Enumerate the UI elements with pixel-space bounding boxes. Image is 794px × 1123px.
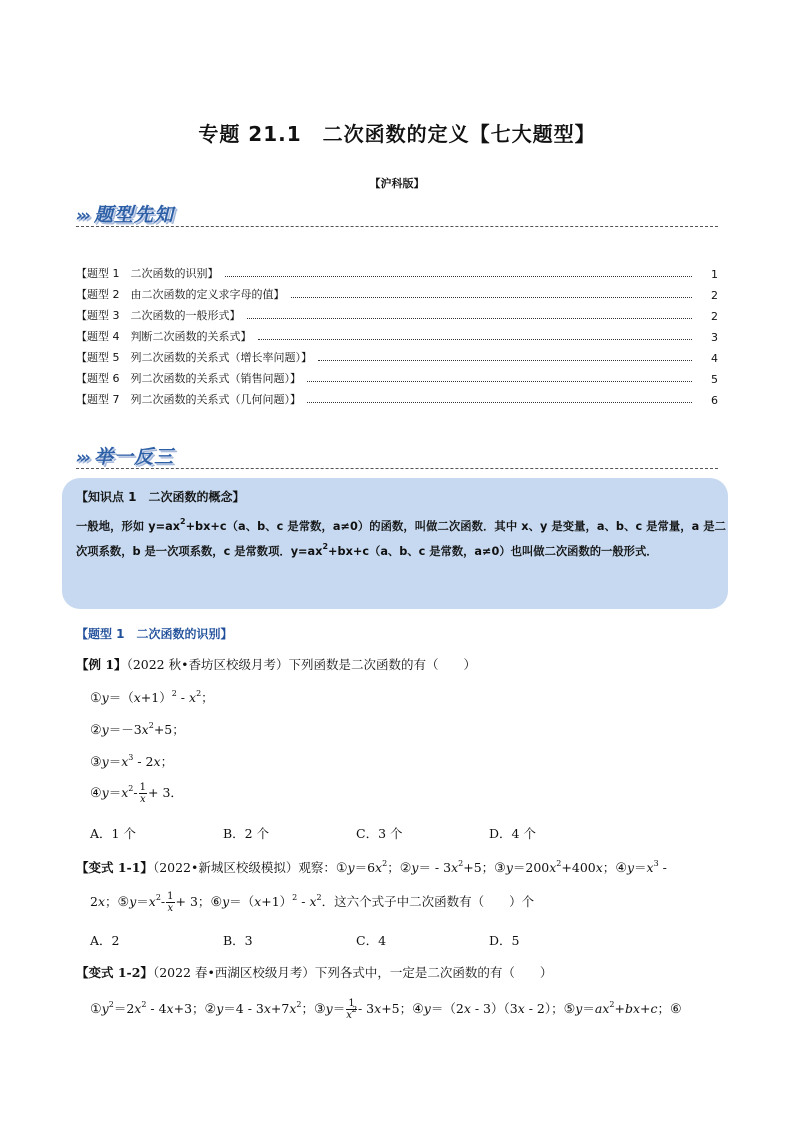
example-1-stem: 【例 1】（2022 秋•香坊区校级月考）下列函数是二次函数的有（ ） <box>76 657 476 672</box>
option-a[interactable]: A．2 <box>90 933 120 948</box>
option-d[interactable]: D．4 个 <box>489 826 536 841</box>
option-d[interactable]: D．5 <box>489 933 520 948</box>
section-banner-preview <box>76 200 174 227</box>
toc-row[interactable]: 【题型 4 判断二次函数的关系式】 3 <box>76 330 718 344</box>
example-options <box>90 824 622 842</box>
example-item-1: $①y=(x+1)^2 - x^2$； <box>90 689 214 706</box>
variant-1-1-cont: 2x；$⑤y=x^2-$ $\frac{1}{x}$ + 3；$⑥y=(x+1)^2 - x^2$．这六个式子中二次函数有（ ）个 <box>90 891 535 914</box>
option-c[interactable]: C．4 <box>356 933 387 948</box>
section-banner-practice <box>76 442 174 469</box>
question-type-heading: 【题型 1 二次函数的识别】 <box>76 627 233 641</box>
toc-row[interactable]: 【题型 6 列二次函数的关系式（销售问题）】 5 <box>76 372 718 386</box>
table-of-contents <box>76 260 718 407</box>
page-title: 专题 21.1 二次函数的定义【七大题型】 <box>198 122 596 146</box>
option-c[interactable]: C．3 个 <box>356 826 403 841</box>
knowledge-heading: 【知识点 1 二次函数的概念】 <box>76 490 245 504</box>
toc-row[interactable]: 【题型 1 二次函数的识别】 1 <box>76 267 718 281</box>
example-item-4: $④y=x^2-$ $\frac{1}{x}$ + 3． <box>90 782 183 805</box>
knowledge-text: 一般地，形如 $y=ax^2+bx+c(a$、b、c 是常数，a≠0）的函数，叫做二次函数．其中 x、y 是变量，a、b、c 是常量，a 是二次项系数，b 是一次项系数，c 是常数项．$y=ax^2+bx+c(a$、b、c 是常数，a≠0）也叫做二次函数的一般形式． <box>76 517 726 558</box>
option-b[interactable]: B．2 个 <box>223 826 270 841</box>
example-item-2: $②y=-3x^2+5$； <box>90 721 185 738</box>
banner-text: 题型先知 <box>94 204 175 226</box>
toc-row[interactable]: 【题型 2 由二次函数的定义求字母的值】 2 <box>76 288 718 302</box>
arrows-icon: ››› <box>76 206 89 226</box>
arrows-icon: ››› <box>76 448 89 468</box>
divider <box>76 468 718 469</box>
option-a[interactable]: A．1 个 <box>90 826 136 841</box>
divider <box>76 226 718 227</box>
toc-row[interactable]: 【题型 3 二次函数的一般形式】 2 <box>76 309 718 323</box>
banner-text: 举一反三 <box>94 446 175 468</box>
option-b[interactable]: B．3 <box>223 933 253 948</box>
example-item-3: $③y=x^3 - 2x$； <box>90 753 174 770</box>
variant-1-2-items: $①y^2=2x^2 - 4x+3$；②y＝4 - $3x+7x^2$；③y＝ $\frac{1}{x^2}$ - 3x+5；④y＝（2x - 3）（3x - 2）；$⑤y=ax^2+bx+c$；⑥ <box>90 998 682 1021</box>
edition-label: 【沪科版】 <box>369 177 425 190</box>
toc-row[interactable]: 【题型 5 列二次函数的关系式（增长率问题）】 4 <box>76 351 718 365</box>
variant-1-1-stem: 【变式 1-1】（2022•新城区校级模拟）观察：$①y=6x^2$；②y＝ - $3x^2+5$；$③y=200x^2+400x$；$④y=x^3$ - <box>76 859 667 876</box>
toc-row[interactable]: 【题型 7 列二次函数的关系式（几何问题）】 6 <box>76 393 718 407</box>
variant-1-1-options <box>90 931 622 949</box>
variant-1-2-stem: 【变式 1-2】（2022 春•西湖区校级月考）下列各式中，一定是二次函数的有（ ） <box>76 965 553 980</box>
